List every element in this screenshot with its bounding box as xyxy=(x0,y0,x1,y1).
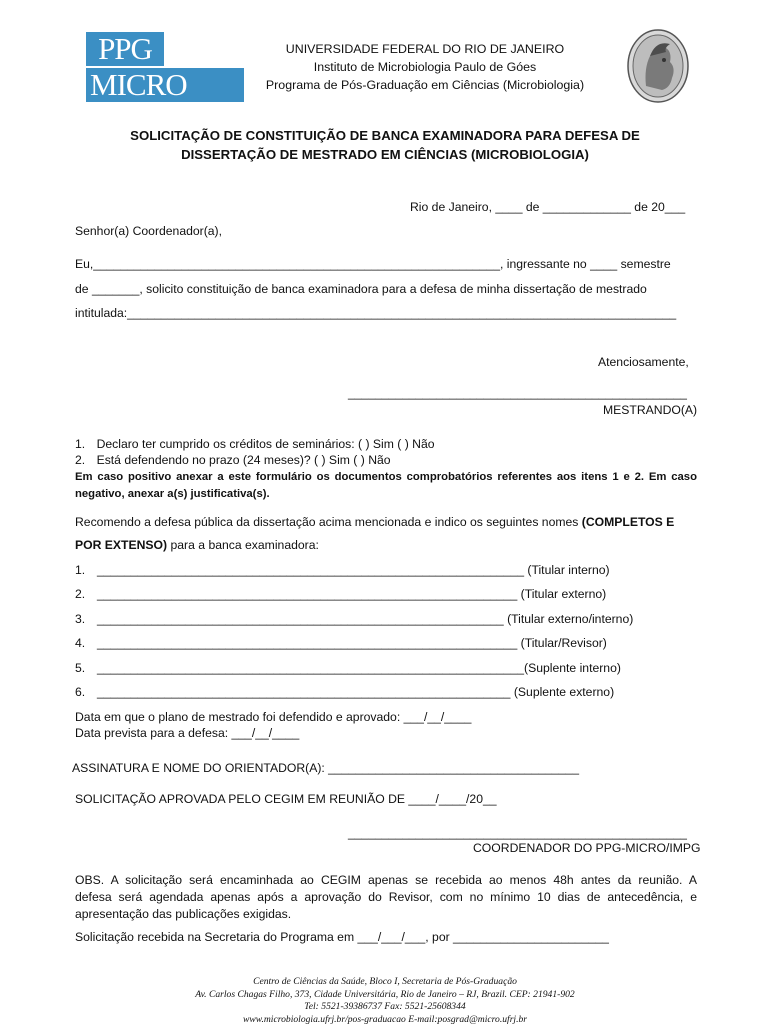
committee-role: (Suplente interno) xyxy=(524,661,621,675)
recommendation-emphasis: POR EXTENSO) xyxy=(75,538,167,552)
closing: Atenciosamente, xyxy=(598,355,689,369)
committee-number: 6. xyxy=(75,685,97,699)
secretariat-received-line: Solicitação recebida na Secretaria do Programa em ___/___/___, por _______________________ xyxy=(75,930,609,944)
footer-line-1: Centro de Ciências da Saúde, Bloco I, Secretaria de Pós-Graduação xyxy=(75,976,695,989)
cegim-approval-line: SOLICITAÇÃO APROVADA PELO CEGIM EM REUNIÃO DE ____/____/20__ xyxy=(75,792,497,806)
salutation: Senhor(a) Coordenador(a), xyxy=(75,224,222,238)
committee-number: 3. xyxy=(75,612,97,626)
coordinator-signature-label: COORDENADOR DO PPG-MICRO/IMPG xyxy=(473,841,701,855)
committee-blank: _______________________________________________________________ xyxy=(97,661,524,675)
expected-defense-date: Data prevista para a defesa: ___/__/____ xyxy=(75,726,299,740)
declaration-text: Declaro ter cumprido os créditos de seminários: ( ) Sim ( ) Não xyxy=(97,437,435,451)
body-line-1: Eu,____________________________________________________________, ingressante no ____ semestre xyxy=(75,257,671,271)
committee-role: (Titular externo/interno) xyxy=(507,612,633,626)
recommendation-line-2 xyxy=(75,538,319,552)
committee-item xyxy=(75,661,621,675)
declaration-number: 1. xyxy=(75,437,85,451)
program-name: Programa de Pós-Graduação em Ciências (Microbiologia) xyxy=(240,76,610,94)
footer-line-4: www.microbiologia.ufrj.br/pos-graduacao E-mail:posgrad@micro.ufrj.br xyxy=(75,1014,695,1026)
committee-role: (Titular/Revisor) xyxy=(521,636,607,650)
institute-name: Instituto de Microbiologia Paulo de Góes xyxy=(240,58,610,76)
committee-number: 1. xyxy=(75,563,97,577)
date-place-line: Rio de Janeiro, ____ de _____________ de 20___ xyxy=(410,200,685,214)
recommendation-text: para a banca examinadora: xyxy=(167,538,319,552)
committee-item xyxy=(75,563,610,577)
recommendation-text: Recomendo a defesa pública da dissertação acima mencionada e indico os seguintes nomes xyxy=(75,515,582,529)
committee-role: (Suplente externo) xyxy=(514,685,614,699)
committee-blank: _____________________________________________________________ xyxy=(97,685,510,699)
committee-role: (Titular externo) xyxy=(521,587,607,601)
declaration-text: Está defendendo no prazo (24 meses)? ( ) Sim ( ) Não xyxy=(97,453,391,467)
committee-number: 5. xyxy=(75,661,97,675)
ppg-micro-logo xyxy=(86,32,244,102)
committee-role: (Titular interno) xyxy=(527,563,609,577)
committee-item xyxy=(75,685,614,699)
advisor-signature-line: ASSINATURA E NOME DO ORIENTADOR(A): _____________________________________ xyxy=(72,761,579,775)
attachment-note-line-2: negativo, anexar a(s) justificativa(s). xyxy=(75,486,697,503)
coordinator-signature-line: __________________________________________________ xyxy=(348,826,687,840)
logo-ppg-text: PPG xyxy=(86,32,164,66)
footer-line-3: Tel: 5521-39386737 Fax: 5521-25608344 xyxy=(75,1001,695,1014)
committee-number: 4. xyxy=(75,636,97,650)
committee-blank: ______________________________________________________________ xyxy=(97,587,517,601)
observation-line-2: defesa será agendada apenas após a aprovação do Revisor, com no mínimo 10 dias de antecedência, e xyxy=(75,889,697,906)
observation-line-1: OBS. A solicitação será encaminhada ao CEGIM apenas se recebida ao menos 48h antes da reunião. A xyxy=(75,872,697,889)
committee-blank: _______________________________________________________________ xyxy=(97,563,524,577)
declaration-item xyxy=(75,453,391,467)
title-line-1: SOLICITAÇÃO DE CONSTITUIÇÃO DE BANCA EXAMINADORA PARA DEFESA DE xyxy=(75,126,695,145)
plan-defended-date: Data em que o plano de mestrado foi defendido e aprovado: ___/__/____ xyxy=(75,710,471,724)
logo-micro-text: MICRO xyxy=(86,68,244,102)
observation-note xyxy=(75,872,697,923)
body-line-2: de _______, solicito constituição de banca examinadora para a defesa de minha dissertação de mestrado xyxy=(75,282,647,296)
student-signature-line: __________________________________________________ xyxy=(348,386,687,400)
title-line-2: DISSERTAÇÃO DE MESTRADO EM CIÊNCIAS (MICROBIOLOGIA) xyxy=(75,145,695,164)
recommendation-line-1 xyxy=(75,515,697,529)
page-footer xyxy=(75,976,695,1026)
declaration-item xyxy=(75,437,435,451)
committee-blank: ______________________________________________________________ xyxy=(97,636,517,650)
ufrj-seal-icon xyxy=(626,28,690,104)
student-signature-label: MESTRANDO(A) xyxy=(603,403,697,417)
committee-item xyxy=(75,587,606,601)
committee-item xyxy=(75,612,633,626)
recommendation-emphasis: (COMPLETOS E xyxy=(582,515,675,529)
attachment-note-line-1: Em caso positivo anexar a este formulário os documentos comprobatórios referentes aos itens 1 e 2. Em caso xyxy=(75,469,697,486)
form-title xyxy=(75,126,695,164)
committee-item xyxy=(75,636,607,650)
committee-blank: ____________________________________________________________ xyxy=(97,612,504,626)
observation-line-3: apresentação das publicações exigidas. xyxy=(75,906,697,923)
attachment-note xyxy=(75,469,697,503)
body-line-3: intitulada:_________________________________________________________________________________ xyxy=(75,306,676,320)
declaration-number: 2. xyxy=(75,453,85,467)
committee-number: 2. xyxy=(75,587,97,601)
footer-line-2: Av. Carlos Chagas Filho, 373, Cidade Universitária, Rio de Janeiro – RJ, Brazil. CEP: 21941-902 xyxy=(75,989,695,1002)
university-name: UNIVERSIDADE FEDERAL DO RIO DE JANEIRO xyxy=(240,40,610,58)
institution-header xyxy=(240,40,610,94)
